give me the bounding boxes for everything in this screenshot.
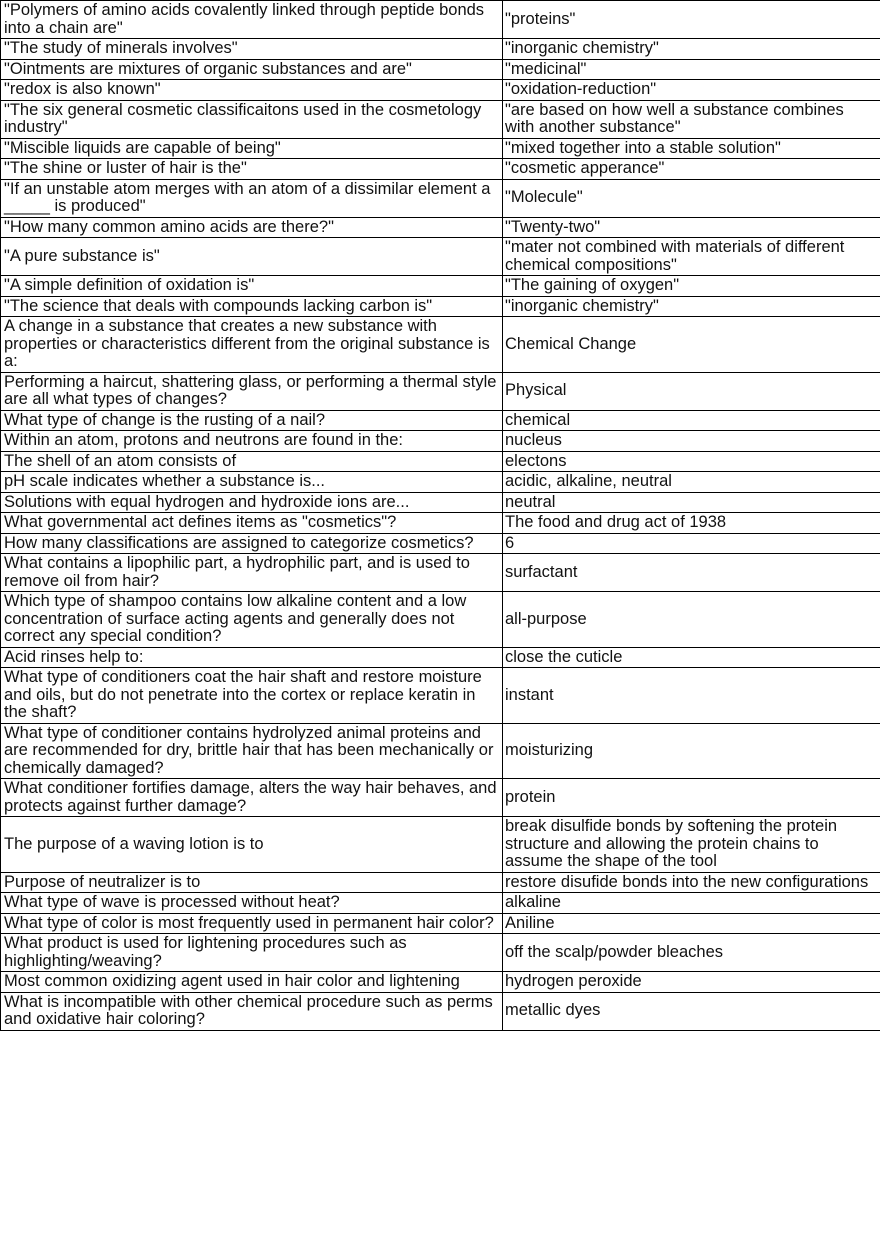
definition-cell: "proteins" — [503, 1, 880, 39]
term-cell: "How many common amino acids are there?" — [1, 217, 503, 238]
table-row — [1, 179, 880, 217]
table-row — [1, 647, 880, 668]
table-row — [1, 317, 880, 373]
definition-cell: Aniline — [503, 913, 880, 934]
table-row — [1, 238, 880, 276]
definition-cell: protein — [503, 779, 880, 817]
definition-cell: hydrogen peroxide — [503, 972, 880, 993]
table-row — [1, 410, 880, 431]
flashcard-table-body — [1, 1, 880, 1031]
definition-cell: restore disufide bonds into the new configurations — [503, 872, 880, 893]
table-row — [1, 992, 880, 1030]
table-row — [1, 1, 880, 39]
table-row — [1, 159, 880, 180]
table-row — [1, 779, 880, 817]
definition-cell: "Molecule" — [503, 179, 880, 217]
table-row — [1, 893, 880, 914]
table-row — [1, 533, 880, 554]
term-cell: "Miscible liquids are capable of being" — [1, 138, 503, 159]
term-cell: Solutions with equal hydrogen and hydroxide ions are... — [1, 492, 503, 513]
table-row — [1, 913, 880, 934]
table-row — [1, 217, 880, 238]
term-cell: "The shine or luster of hair is the" — [1, 159, 503, 180]
table-row — [1, 59, 880, 80]
term-cell: "The science that deals with compounds lacking carbon is" — [1, 296, 503, 317]
term-cell: "Polymers of amino acids covalently linked through peptide bonds into a chain are" — [1, 1, 503, 39]
table-row — [1, 592, 880, 648]
term-cell: What contains a lipophilic part, a hydrophilic part, and is used to remove oil from hair? — [1, 554, 503, 592]
table-row — [1, 372, 880, 410]
definition-cell: alkaline — [503, 893, 880, 914]
definition-cell: "Twenty-two" — [503, 217, 880, 238]
definition-cell: all-purpose — [503, 592, 880, 648]
table-row — [1, 934, 880, 972]
definition-cell: "mixed together into a stable solution" — [503, 138, 880, 159]
term-cell: The shell of an atom consists of — [1, 451, 503, 472]
definition-cell: Chemical Change — [503, 317, 880, 373]
table-row — [1, 723, 880, 779]
definition-cell: "medicinal" — [503, 59, 880, 80]
table-row — [1, 431, 880, 452]
table-row — [1, 80, 880, 101]
definition-cell: chemical — [503, 410, 880, 431]
term-cell: Most common oxidizing agent used in hair color and lightening — [1, 972, 503, 993]
table-row — [1, 492, 880, 513]
definition-cell: "The gaining of oxygen" — [503, 276, 880, 297]
term-cell: Within an atom, protons and neutrons are found in the: — [1, 431, 503, 452]
term-cell: Acid rinses help to: — [1, 647, 503, 668]
definition-cell: break disulfide bonds by softening the protein structure and allowing the protein chains to assume the shape of the tool — [503, 817, 880, 873]
term-cell: "redox is also known" — [1, 80, 503, 101]
table-row — [1, 138, 880, 159]
definition-cell: neutral — [503, 492, 880, 513]
term-cell: What type of conditioners coat the hair shaft and restore moisture and oils, but do not penetrate into the cortex or replace keratin in the shaft? — [1, 668, 503, 724]
term-cell: Which type of shampoo contains low alkaline content and a low concentration of surface acting agents and generally does not correct any special condition? — [1, 592, 503, 648]
term-cell: "The six general cosmetic classificaitons used in the cosmetology industry" — [1, 100, 503, 138]
term-cell: What type of wave is processed without heat? — [1, 893, 503, 914]
definition-cell: moisturizing — [503, 723, 880, 779]
definition-cell: surfactant — [503, 554, 880, 592]
table-row — [1, 451, 880, 472]
definition-cell: metallic dyes — [503, 992, 880, 1030]
definition-cell: "oxidation-reduction" — [503, 80, 880, 101]
definition-cell: "cosmetic apperance" — [503, 159, 880, 180]
definition-cell: Physical — [503, 372, 880, 410]
term-cell: Performing a haircut, shattering glass, or performing a thermal style are all what types of changes? — [1, 372, 503, 410]
term-cell: What product is used for lightening procedures such as highlighting/weaving? — [1, 934, 503, 972]
definition-cell: close the cuticle — [503, 647, 880, 668]
term-cell: What is incompatible with other chemical procedure such as perms and oxidative hair coloring? — [1, 992, 503, 1030]
term-cell: The purpose of a waving lotion is to — [1, 817, 503, 873]
term-cell: What type of change is the rusting of a nail? — [1, 410, 503, 431]
table-row — [1, 472, 880, 493]
definition-cell: "mater not combined with materials of different chemical compositions" — [503, 238, 880, 276]
definition-cell: "are based on how well a substance combines with another substance" — [503, 100, 880, 138]
table-row — [1, 668, 880, 724]
definition-cell: nucleus — [503, 431, 880, 452]
table-row — [1, 513, 880, 534]
term-cell: "A simple definition of oxidation is" — [1, 276, 503, 297]
term-cell: What governmental act defines items as "cosmetics"? — [1, 513, 503, 534]
table-row — [1, 39, 880, 60]
term-cell: What type of conditioner contains hydrolyzed animal proteins and are recommended for dry, brittle hair that has been mechanically or chemically damaged? — [1, 723, 503, 779]
term-cell: What type of color is most frequently used in permanent hair color? — [1, 913, 503, 934]
table-row — [1, 296, 880, 317]
definition-cell: "inorganic chemistry" — [503, 296, 880, 317]
definition-cell: instant — [503, 668, 880, 724]
term-cell: "The study of minerals involves" — [1, 39, 503, 60]
table-row — [1, 972, 880, 993]
term-cell: pH scale indicates whether a substance is... — [1, 472, 503, 493]
term-cell: "Ointments are mixtures of organic substances and are" — [1, 59, 503, 80]
term-cell: "If an unstable atom merges with an atom of a dissimilar element a _____ is produced" — [1, 179, 503, 217]
table-row — [1, 554, 880, 592]
table-row — [1, 872, 880, 893]
definition-cell: acidic, alkaline, neutral — [503, 472, 880, 493]
definition-cell: electons — [503, 451, 880, 472]
term-cell: "A pure substance is" — [1, 238, 503, 276]
table-row — [1, 276, 880, 297]
definition-cell: off the scalp/powder bleaches — [503, 934, 880, 972]
term-cell: What conditioner fortifies damage, alters the way hair behaves, and protects against further damage? — [1, 779, 503, 817]
term-cell: How many classifications are assigned to categorize cosmetics? — [1, 533, 503, 554]
term-cell: A change in a substance that creates a new substance with properties or characteristics different from the original substance is a: — [1, 317, 503, 373]
definition-cell: 6 — [503, 533, 880, 554]
definition-cell: "inorganic chemistry" — [503, 39, 880, 60]
term-cell: Purpose of neutralizer is to — [1, 872, 503, 893]
table-row — [1, 100, 880, 138]
definition-cell: The food and drug act of 1938 — [503, 513, 880, 534]
table-row — [1, 817, 880, 873]
